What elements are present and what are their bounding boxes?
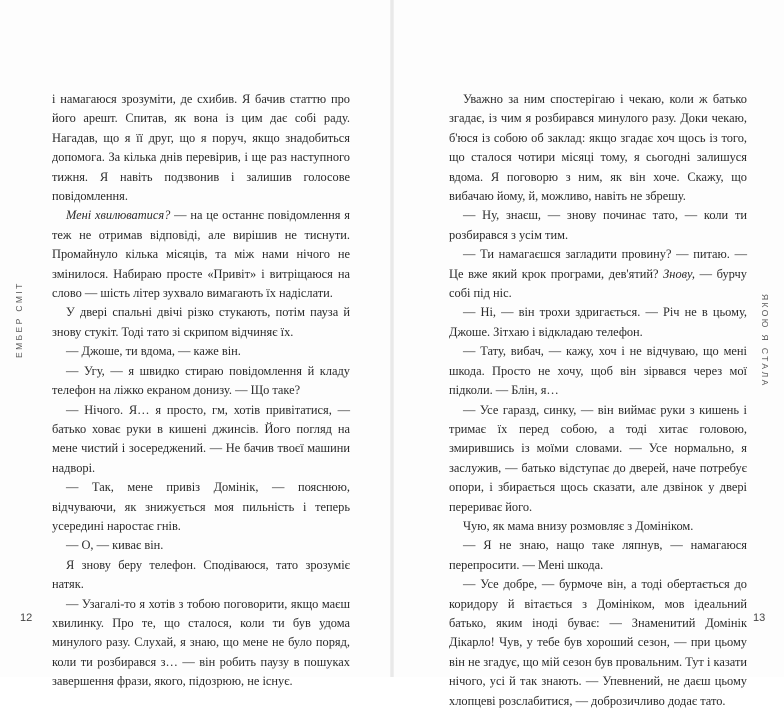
- running-header-author: ЕМБЕР СМІТ: [14, 281, 24, 358]
- italic-phrase: Мені хвилюватися?: [66, 208, 171, 223]
- paragraph: У двері спальні двічі різко стукають, потім пауза й знову стукіт. Тоді тато зі скрипом відчиняє їх.: [52, 305, 350, 339]
- running-header-title: ЯКОЮ Я СТАЛА: [760, 294, 770, 388]
- left-page-text: [52, 90, 350, 692]
- paragraph: — Так, мене привіз Домінік, — пояснюю, відчуваючи, як знижується моя пильність і теперь усередині наростає гнів.: [52, 480, 350, 533]
- paragraph: — Тату, вибач, — кажу, хоч і не відчуваю, що мені шкода. Просто не хочу, щоб він зірвався через мої підколи. — Блін, я…: [449, 344, 747, 398]
- page-number-left: 12: [20, 612, 33, 624]
- paragraph: — Угу, — я швидко стираю повідомлення й кладу телефон на ліжко екраном донизу. — Що таке?: [52, 363, 350, 398]
- paragraph: Я знову беру телефон. Сподіваюся, тато зрозуміє натяк.: [52, 557, 350, 592]
- paragraph: — Ну, знаєш, — знову починає тато, — коли ти розбирався з усім тим.: [449, 208, 747, 242]
- paragraph: — Джоше, ти вдома, — каже він.: [66, 344, 241, 359]
- paragraph: — О, — киває він.: [66, 538, 164, 553]
- paragraph: — Узагалі-то я хотів з тобою поговорити, якщо маєш хвилинку. Про те, що сталося, коли ти був удома минулого разу. Слухай, я знаю, що мене не було поряд, коли ти розбирався з… — він робить паузу в пошуках завершення фрази, якого, підозрюю, не існує.: [52, 596, 350, 689]
- paragraph: Чую, як мама внизу розмовляє з Домініком.: [463, 518, 694, 533]
- book-gutter: [390, 0, 394, 677]
- paragraph: — Усе гаразд, синку, — він виймає руки з кишень і тримає їх перед собою, а тоді хитає головою, змирившись із моїми словами. — Усе нормально, я заслужив, — батько відступає до дверей, наче потребує опори, і збирається щось сказати, але дзвінок у двері перериває його.: [449, 402, 747, 514]
- paragraph: — Я не знаю, нащо таке ляпнув, — намагаюся перепросити. — Мені шкода.: [449, 538, 747, 572]
- paragraph: — Усе добре, — бурмоче він, а тоді обертається до коридору й вітається з Домініком, мов ідеальний батько, яким іноді буває: — Знаменитий Домінік Дікарло! Чув, у тебе був хороший сезон, — при цьому він не згадує, що мій сезон був провальним. Тут і казати нічого, усі й так знають. — Упевнений, не даєш цьому хлопцеві розслабитися, — доброзичливо додає тато.: [449, 577, 747, 708]
- italic-phrase: Знову,: [663, 266, 695, 281]
- paragraph: Мені хвилюватися? — на це останнє повідомлення я теж не отримав відповіді, але вирішив не тиснути. Промайнуло кілька місяців, та між нами нічого не змінилося. Набираю просте «Привіт» і витріщаюся на слово — шість літер зухвало вимагають їх надіслати.: [52, 208, 350, 301]
- paragraph: — Ні, — він трохи здригається. — Річ не в цьому, Джоше. Зітхаю і відкладаю телефон.: [449, 305, 747, 339]
- paragraph: Уважно за ним спостерігаю і чекаю, коли ж батько згадає, із чим я розбирався минулого разу. Доки чекаю, б'юся із собою об заклад: якщо згадає хоч щось із того, що сталося чотири місяці тому, я сьогодні залишуся вдома. Я поговорю з ним, як він хоче. Скажу, що вибачаю йому, й, можливо, навіть не збрешу.: [449, 92, 747, 204]
- paragraph: — Ти намагаєшся загладити провину? — питаю. — Це вже який крок програми, дев'ятий? Знову, — бурчу собі під ніс.: [449, 247, 747, 301]
- paragraph: — Нічого. Я… я просто, гм, хотів привітатися, — батько ховає руки в кишені джинсів. Його погляд на мене чистий і зосереджений. — Не бачив твоєї машини надворі.: [52, 402, 350, 475]
- right-page-text: [449, 90, 747, 711]
- page-number-right: 13: [753, 612, 766, 624]
- paragraph: і намагаюся зрозуміти, де схибив. Я бачив статтю про його арешт. Спитав, як вона із цим дає собі раду. Нагадав, що я її друг, що я поруч, якщо знадобиться допомога. За кілька днів перевірив, і ще раз наступного тижня. Я навіть подзвонив і залишив голосове повідомлення.: [52, 92, 350, 204]
